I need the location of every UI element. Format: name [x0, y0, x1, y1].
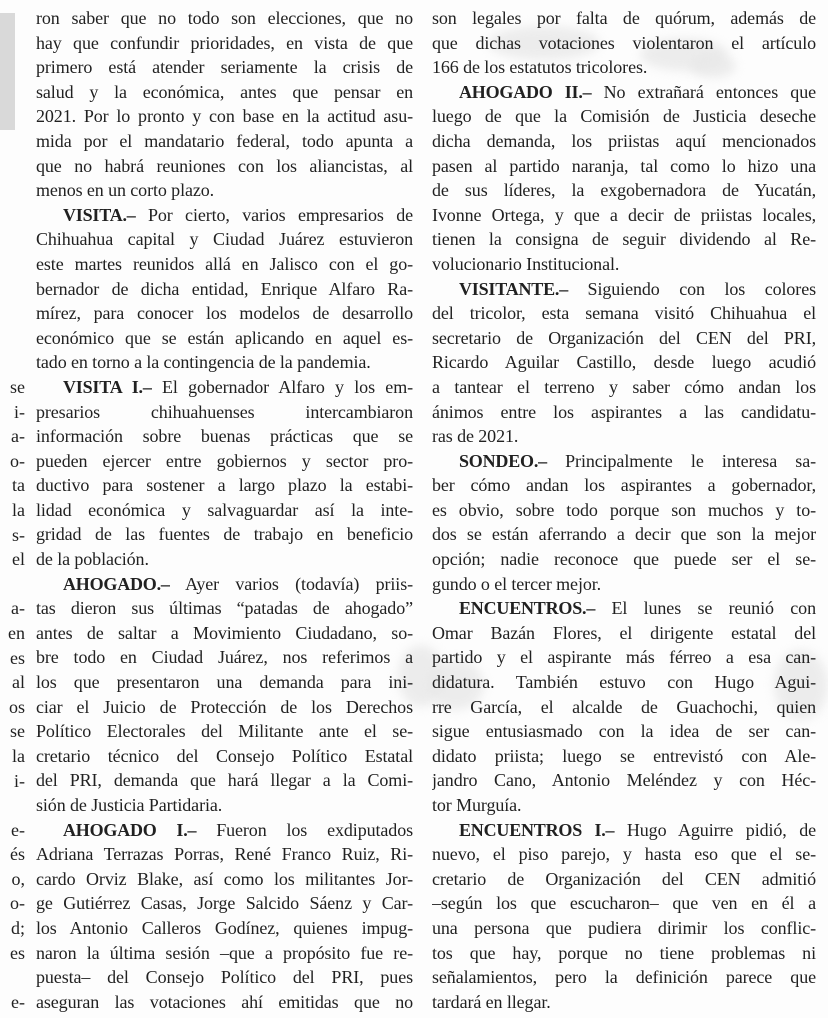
margin-fragment: en [8, 622, 25, 643]
text-line: mida por el mandatario federal, todo apunta a [36, 130, 413, 151]
text-line: ber cómo andan los aspirantes a gobernador, [432, 475, 816, 496]
margin-fragment [0, 793, 27, 818]
text-line: puesta– del Consejo Político del PRI, pues [36, 967, 413, 988]
text-line: ánimos entre los aspirantes a las candidatu- [432, 401, 816, 422]
paragraph-lead: ENCUENTROS.– [459, 598, 596, 619]
text-line: didato priista; luego se entrevistó con Ale- [432, 745, 816, 766]
text-line: señalamientos, pero la definición parece que [432, 967, 816, 988]
text-line: SONDEO.– Principalmente le interesa sa- [459, 450, 816, 471]
text-line: antes de saltar a Movimiento Ciudadano, so- [36, 622, 413, 643]
text-line: son legales por falta de quórum, además de [432, 8, 816, 28]
text-line: lidad económica y salvaguardar así la inte- [36, 499, 413, 520]
text-line: es obvio, sobre todo porque son muchos y to- [432, 499, 816, 520]
text-line: ras de 2021. [432, 426, 519, 447]
paragraph-lead: AHOGADO I.– [63, 819, 197, 840]
text-line: AHOGADO II.– No extrañará entonces que [459, 81, 816, 102]
text-line: secretario de Organización del CEN del PRI, [432, 327, 816, 348]
text-line: jandro Cano, Antonio Meléndez y con Héc- [432, 770, 816, 791]
text-line: Adriana Terrazas Porras, René Franco Ruiz, Ri- [36, 844, 413, 865]
text-line: AHOGADO.– Ayer varios (todavía) priis- [63, 573, 413, 594]
text-line: VISITA.– Por cierto, varios empresarios de [63, 204, 413, 225]
text-line: tor Murguía. [432, 795, 522, 815]
margin-fragment: a- [11, 426, 25, 447]
text-line: ENCUENTROS.– El lunes se reunió con [459, 598, 816, 619]
text-line: naron la última sesión –que a propósito fue re- [36, 942, 413, 963]
text-line: volucionario Institucional. [432, 253, 620, 274]
margin-fragment: és [10, 844, 25, 865]
text-line: los Antonio Calleros Godínez, quienes impug- [36, 917, 413, 938]
text-line: AHOGADO I.– Fueron los exdiputados [63, 819, 413, 840]
text-line: que dichas votaciones violentaron el artículo [432, 32, 816, 53]
text-line: este martes reunidos allá en Jalisco con el go- [36, 253, 413, 274]
text-column-right [432, 6, 816, 1014]
text-line: tado en torno a la contingencia de la pandemia. [36, 352, 371, 373]
text-line: VISITANTE.– Siguiendo con los colores [459, 278, 816, 299]
text-line: bre todo en Ciudad Juárez, nos referimos a [36, 647, 413, 668]
margin-fragment: o, [11, 868, 25, 889]
text-line: gundo o el tercer mejor. [432, 573, 602, 594]
paragraph-lead: ENCUENTROS I.– [459, 819, 615, 840]
margin-fragment: es [10, 942, 25, 963]
text-line: –según los que escucharon– que ven en él a [432, 893, 816, 914]
text-line: de sus líderes, la exgobernadora de Yucatán, [432, 180, 816, 201]
text-line: de la población. [36, 549, 149, 570]
paragraph-lead: VISITANTE.– [459, 278, 568, 299]
margin-fragment: se [10, 377, 25, 397]
margin-fragment: el [12, 549, 25, 570]
text-line: tas dieron sus últimas “patadas de ahogado” [36, 598, 413, 619]
text-line: información sobre buenas prácticas que se [36, 426, 413, 447]
text-line: del tricolor, esta semana visitó Chihuahua el [432, 303, 816, 324]
text-line: 2021. Por lo pronto y con base en la actitud asu- [36, 106, 413, 127]
text-line: opción; nadie reconoce que puede ser el se- [432, 549, 816, 570]
text-line: a tantear el terreno y saber cómo andan los [432, 376, 816, 397]
margin-fragment: s- [12, 524, 25, 545]
text-line: ge Gutiérrez Casas, Jorge Salcido Sáenz y Car- [36, 893, 413, 914]
margin-fragment [0, 965, 27, 990]
text-line: los que presentaron una demanda para ini- [36, 672, 413, 693]
text-line: cretario de Organización del CEN admitió [432, 868, 816, 889]
text-line: VISITA I.– El gobernador Alfaro y los em- [63, 376, 413, 397]
text-line: dicha demanda, los priistas aquí mencionados [432, 130, 816, 151]
margin-fragment: al [12, 672, 25, 693]
text-line: 166 de los estatutos tricolores. [432, 57, 648, 78]
margin-fragment: e- [11, 991, 25, 1012]
text-line: Político Electorales del Militante ante el se- [36, 721, 413, 742]
text-line: menos en un corto plazo. [36, 180, 215, 201]
text-line: Chihuahua capital y Ciudad Juárez estuvieron [36, 229, 413, 250]
margin-fragment: e- [11, 819, 25, 840]
text-line: ron saber que no todo son elecciones, que no [36, 8, 413, 28]
text-line: cretario técnico del Consejo Político Estatal [36, 745, 413, 766]
margin-fragment: i- [14, 770, 25, 791]
text-line: tienen la consigna de seguir dividendo al Re- [432, 229, 816, 250]
text-line: salud y la económica, antes que pensar en [36, 81, 413, 102]
text-line: primero está atender seriamente la crisis de [36, 57, 413, 78]
text-line: bernador de dicha entidad, Enrique Alfaro Ra- [36, 278, 413, 299]
text-line: luego de que la Comisión de Justicia deseche [432, 106, 816, 127]
margin-fragment: o- [10, 893, 25, 914]
text-line: nuevo, el piso parejo, y hasta eso que el se- [432, 844, 816, 865]
text-line: ENCUENTROS I.– Hugo Aguirre pidió, de [459, 819, 816, 840]
text-line: Omar Bazán Flores, el dirigente estatal del [432, 622, 816, 643]
text-line: didatura. También estuvo con Hugo Agui- [432, 672, 816, 693]
scan-edge-bar [0, 13, 15, 130]
text-line: sión de Justicia Partidaria. [36, 795, 223, 815]
margin-fragment: i- [14, 401, 25, 422]
text-line: hay que confundir prioridades, en vista de que [36, 32, 413, 53]
margin-fragment: es [10, 647, 25, 668]
text-line: del PRI, demanda que hará llegar a la Comi- [36, 770, 413, 791]
margin-fragment [0, 572, 27, 597]
paragraph-lead: VISITA.– [63, 204, 136, 225]
margin-fragment: se [10, 721, 25, 742]
cropped-margin-fragments [0, 375, 27, 1014]
paragraph-lead: AHOGADO II.– [459, 81, 592, 102]
text-line: rre García, el alcalde de Guachochi, quien [432, 696, 816, 717]
text-line: económico que se están aplicando en aquel es- [36, 327, 413, 348]
text-line: tos que hay, porque no tiene problemas ni [432, 942, 816, 963]
text-column-left [36, 6, 413, 1014]
text-line: una persona que pudiera dirimir los conflic- [432, 917, 816, 938]
text-line: ductivo para sostener a largo plazo la estabi- [36, 475, 413, 496]
text-line: partido y el aspirante más férreo a esa can- [432, 647, 816, 668]
margin-fragment: os [8, 696, 25, 717]
text-line: presarios chihuahuenses intercambiaron [36, 401, 413, 422]
text-line: que no habrá reuniones con los aliancistas, al [36, 155, 413, 176]
margin-fragment: d; [10, 918, 25, 939]
paragraph-lead: VISITA I.– [63, 376, 152, 397]
margin-fragment: la [12, 499, 25, 520]
text-line: pueden ejercer entre gobiernos y sector pro- [36, 450, 413, 471]
text-line: Ivonne Ortega, y que a decir de priistas locales, [432, 204, 816, 225]
text-line: ciar el Juicio de Protección de los Derechos [36, 696, 413, 717]
margin-fragment: la [12, 745, 25, 766]
paragraph-lead: SONDEO.– [459, 450, 547, 471]
text-line: gridad de las fuentes de trabajo en beneficio [36, 524, 413, 545]
margin-fragment: ta [12, 475, 25, 496]
text-line: tardará en llegar. [432, 991, 551, 1012]
margin-fragment: o- [10, 450, 25, 471]
text-line: sigue entusiasmado con la idea de ser can- [432, 721, 816, 742]
margin-fragment: a- [11, 598, 25, 619]
text-line: mírez, para conocer los modelos de desarrollo [36, 303, 413, 324]
text-line: Ricardo Aguilar Castillo, desde luego acudió [432, 352, 816, 373]
text-line: aseguran las votaciones ahí emitidas que no [36, 991, 413, 1012]
paragraph-lead: AHOGADO.– [63, 573, 170, 594]
text-line: dos se están aferrando a decir que son la mejor [432, 524, 816, 545]
text-line: cardo Orviz Blake, así como los militantes Jor- [36, 868, 413, 889]
text-line: pasen al partido naranja, tal como lo hizo una [432, 155, 816, 176]
